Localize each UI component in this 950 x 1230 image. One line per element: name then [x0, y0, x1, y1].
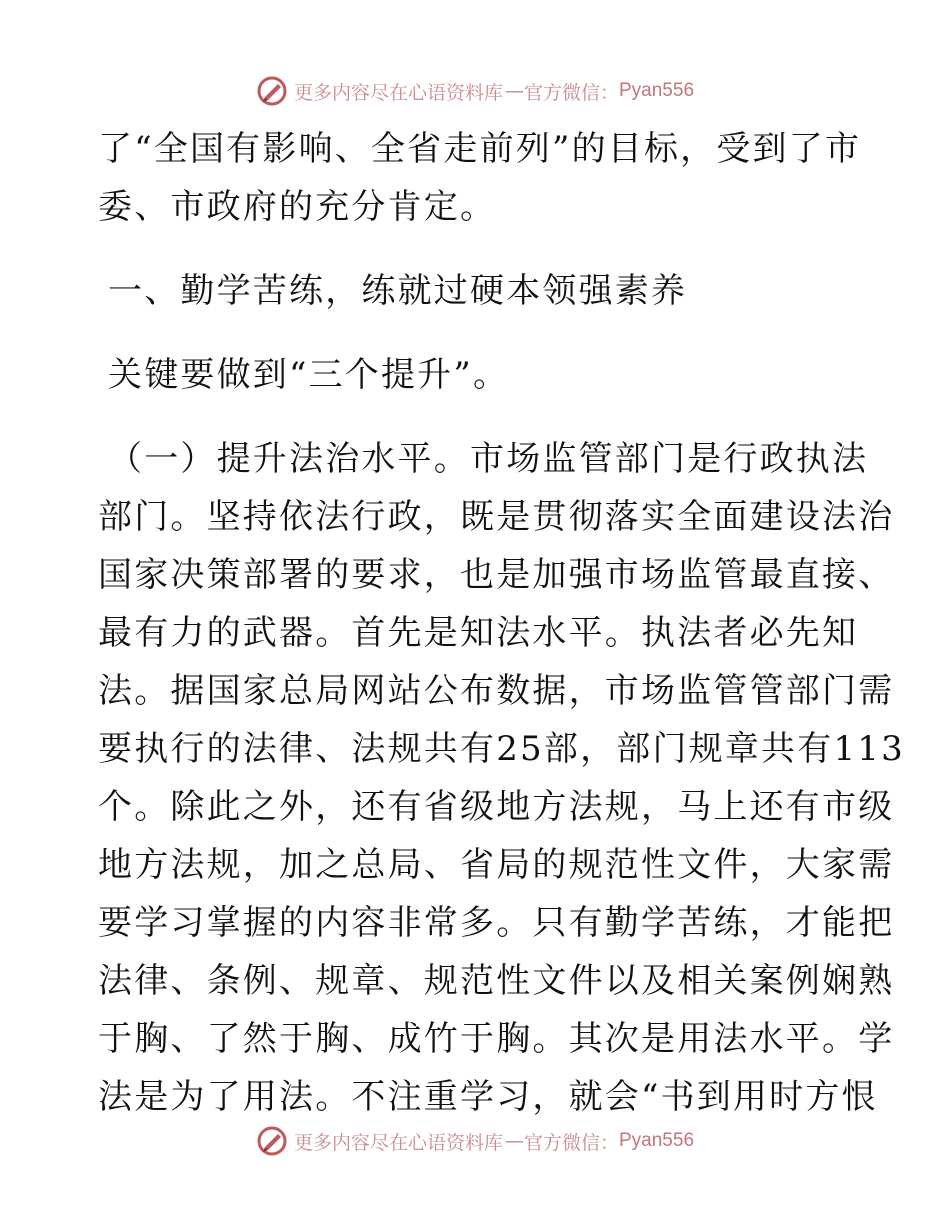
text-line: 法是为了用法。不注重学习，就会“书到用时方恨	[98, 1077, 878, 1117]
text-line: 于胸、了然于胸、成竹于胸。其次是用法水平。学	[98, 1019, 895, 1059]
text-line: 个。除此之外，还有省级地方法规，马上还有市级	[98, 787, 895, 827]
header-watermark	[0, 71, 950, 111]
watermark-slogan: 更多内容尽在心语资料库	[293, 81, 503, 104]
text-line: 法。据国家总局网站公布数据，市场监管管部门需	[98, 671, 895, 711]
watermark-separator: —	[504, 1130, 522, 1152]
watermark-slogan: 更多内容尽在心语资料库	[293, 1131, 503, 1154]
watermark-wechat-label: 官方微信：	[523, 81, 619, 104]
text-line: 国家决策部署的要求，也是加强市场监管最直接、	[98, 555, 895, 595]
text-line: 一、勤学苦练，练就过硬本领强素养	[108, 271, 688, 311]
text-line: （一）提升法治水平。市场监管部门是行政执法	[108, 439, 869, 479]
section-heading	[98, 262, 858, 320]
text-line: 法律、条例、规章、规范性文件以及相关案例娴熟	[98, 961, 895, 1001]
watermark-wechat-label: 官方微信：	[523, 1131, 619, 1154]
document-body	[98, 120, 905, 1126]
watermark-separator: —	[504, 80, 522, 102]
paragraph	[98, 120, 862, 236]
brand-logo-icon	[256, 1125, 288, 1157]
brand-logo-icon	[256, 75, 288, 107]
text-line: 关键要做到“三个提升”。	[108, 355, 510, 395]
watermark-wechat-id: Pyan556	[619, 1130, 695, 1151]
watermark-wechat-id: Pyan556	[619, 80, 695, 101]
text-line: 要执行的法律、法规共有25部，部门规章共有113	[98, 729, 905, 769]
text-line: 了“全国有影响、全省走前列”的目标，受到了市	[98, 129, 862, 169]
footer-watermark	[0, 1121, 950, 1161]
text-line: 地方法规，加之总局、省局的规范性文件，大家需	[98, 845, 895, 885]
text-line: 最有力的武器。首先是知法水平。执法者必先知	[98, 613, 859, 653]
paragraph	[98, 430, 905, 1126]
text-line: 委、市政府的充分肯定。	[98, 187, 497, 227]
text-line: 部门。坚持依法行政，既是贯彻落实全面建设法治	[98, 497, 895, 537]
paragraph	[98, 346, 858, 404]
text-line: 要学习掌握的内容非常多。只有勤学苦练，才能把	[98, 903, 895, 943]
